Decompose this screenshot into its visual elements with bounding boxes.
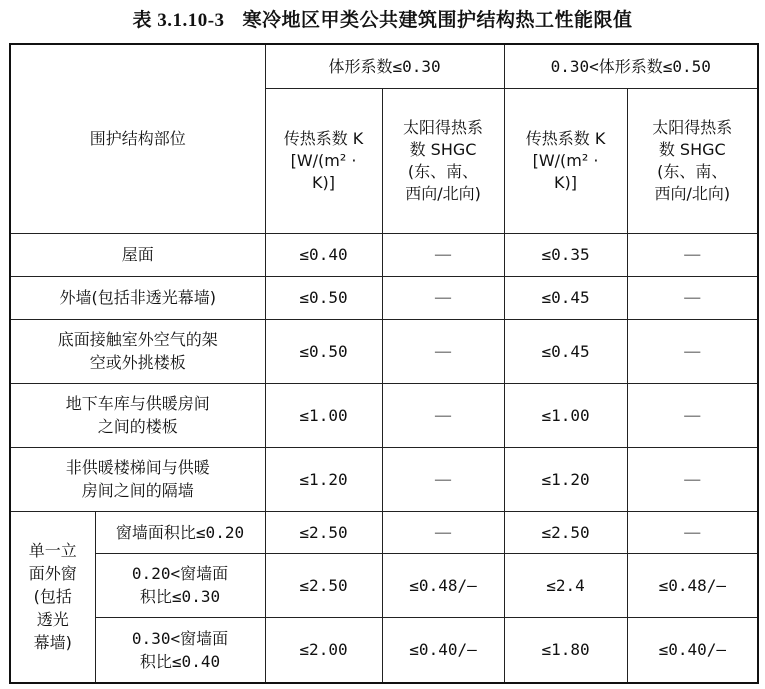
window-sub-line1: 0.20<窗墙面 bbox=[131, 564, 229, 583]
header-k-line2: [W/(m² · bbox=[532, 150, 599, 170]
header-k-line3: K)] bbox=[554, 172, 578, 192]
k-value: ≤0.40 bbox=[265, 233, 382, 276]
header-shgc-2 bbox=[627, 88, 758, 233]
row-label-line1: 地下车库与供暖房间 bbox=[65, 394, 210, 413]
shgc-value: — bbox=[382, 447, 504, 511]
k-value: ≤0.45 bbox=[504, 319, 627, 383]
window-sub-label bbox=[95, 553, 265, 617]
window-group-line: 单一立 bbox=[28, 541, 77, 561]
table-row bbox=[10, 276, 758, 319]
header-shgc-line2: 数 SHGC bbox=[409, 139, 477, 159]
k-value: ≤2.00 bbox=[265, 617, 382, 683]
window-sub-label: 窗墙面积比≤0.20 bbox=[95, 511, 265, 553]
table-row bbox=[10, 319, 758, 383]
table-number: 表 3.1.10-3 bbox=[132, 10, 225, 31]
header-shgc-line3: (东、南、 bbox=[407, 161, 479, 181]
shgc-value: — bbox=[382, 233, 504, 276]
k-value: ≤2.4 bbox=[504, 553, 627, 617]
k-value: ≤1.20 bbox=[265, 447, 382, 511]
header-shgc-1 bbox=[382, 88, 504, 233]
shgc-value: — bbox=[382, 383, 504, 447]
header-shgc-line4: 西向/北向) bbox=[405, 183, 481, 203]
header-shgc-line1: 太阳得热系 bbox=[652, 117, 733, 137]
row-label-line1: 非供暖楼梯间与供暖 bbox=[65, 458, 210, 477]
k-value: ≤0.45 bbox=[504, 276, 627, 319]
row-label: 屋面 bbox=[10, 233, 265, 276]
shgc-value: — bbox=[627, 319, 758, 383]
k-value: ≤0.35 bbox=[504, 233, 627, 276]
table-row bbox=[10, 447, 758, 511]
window-sub-label bbox=[95, 617, 265, 683]
window-sub-line2: 积比≤0.40 bbox=[139, 651, 221, 671]
window-group-label bbox=[10, 511, 95, 683]
table-row bbox=[10, 553, 758, 617]
header-k-line1: 传热系数 K bbox=[525, 128, 606, 148]
header-shgc-line1: 太阳得热系 bbox=[403, 117, 484, 137]
k-value: ≤1.20 bbox=[504, 447, 627, 511]
window-group-line: (包括 bbox=[33, 587, 72, 607]
table-row bbox=[10, 383, 758, 447]
table-caption bbox=[0, 0, 765, 40]
k-value: ≤1.80 bbox=[504, 617, 627, 683]
row-label-line2: 之间的楼板 bbox=[97, 417, 178, 436]
header-k-line2: [W/(m² · bbox=[290, 150, 357, 170]
row-label-line2: 房间之间的隔墙 bbox=[81, 481, 194, 500]
shgc-value: — bbox=[627, 447, 758, 511]
shgc-value: — bbox=[627, 511, 758, 553]
header-part: 围护结构部位 bbox=[10, 44, 265, 233]
window-group-line: 幕墙) bbox=[33, 633, 72, 653]
row-label: 外墙(包括非透光幕墙) bbox=[10, 276, 265, 319]
shgc-value: ≤0.40/— bbox=[627, 617, 758, 683]
window-sub-line2: 积比≤0.30 bbox=[139, 587, 221, 606]
shgc-value: ≤0.48/— bbox=[627, 553, 758, 617]
header-row-1 bbox=[10, 44, 758, 88]
window-group-line: 透光 bbox=[36, 610, 69, 630]
table-row bbox=[10, 511, 758, 553]
thermal-performance-table bbox=[9, 43, 759, 684]
shgc-value: ≤0.48/— bbox=[382, 553, 504, 617]
shgc-value: — bbox=[382, 276, 504, 319]
header-k-2 bbox=[504, 88, 627, 233]
header-group-1: 体形系数≤0.30 bbox=[265, 44, 504, 88]
shgc-value: — bbox=[382, 511, 504, 553]
shgc-value: — bbox=[627, 233, 758, 276]
row-label bbox=[10, 319, 265, 383]
header-shgc-line3: (东、南、 bbox=[657, 161, 728, 181]
k-value: ≤2.50 bbox=[265, 511, 382, 553]
table-row bbox=[10, 233, 758, 276]
window-sub-line1: 0.30<窗墙面 bbox=[131, 628, 229, 648]
row-label-line1: 底面接触室外空气的架 bbox=[57, 330, 218, 349]
k-value: ≤2.50 bbox=[265, 553, 382, 617]
k-value: ≤0.50 bbox=[265, 276, 382, 319]
row-label bbox=[10, 383, 265, 447]
header-k-1 bbox=[265, 88, 382, 233]
table-row bbox=[10, 617, 758, 683]
shgc-value: — bbox=[627, 383, 758, 447]
header-shgc-line2: 数 SHGC bbox=[658, 139, 726, 159]
row-label bbox=[10, 447, 265, 511]
header-shgc-line4: 西向/北向) bbox=[654, 183, 731, 203]
shgc-value: — bbox=[627, 276, 758, 319]
header-k-line1: 传热系数 K bbox=[283, 128, 364, 148]
k-value: ≤1.00 bbox=[504, 383, 627, 447]
header-k-line3: K)] bbox=[312, 172, 335, 192]
window-group-line: 面外窗 bbox=[28, 564, 77, 584]
header-group-2: 0.30<体形系数≤0.50 bbox=[504, 44, 758, 88]
row-label-line2: 空或外挑楼板 bbox=[89, 353, 186, 372]
shgc-value: ≤0.40/— bbox=[382, 617, 504, 683]
k-value: ≤0.50 bbox=[265, 319, 382, 383]
k-value: ≤2.50 bbox=[504, 511, 627, 553]
k-value: ≤1.00 bbox=[265, 383, 382, 447]
table-title: 寒冷地区甲类公共建筑围护结构热工性能限值 bbox=[242, 9, 633, 31]
shgc-value: — bbox=[382, 319, 504, 383]
